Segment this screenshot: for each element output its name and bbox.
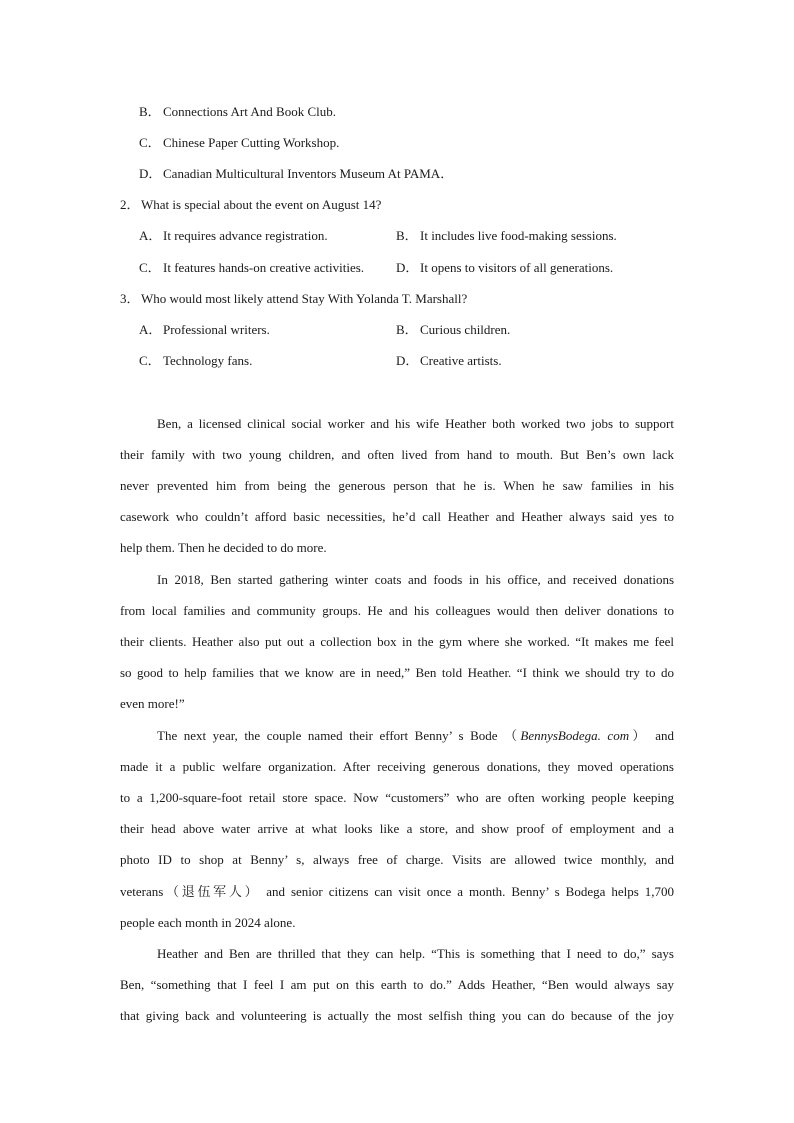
q3-option-a [139, 322, 270, 338]
option-text: Technology fans. [163, 353, 253, 368]
q1-option-b [139, 104, 336, 120]
passage-p2-line: even more!” [120, 696, 185, 711]
option-letter: A． [139, 322, 162, 337]
passage-p1-line: never prevented him from being the generous person that he is. When he saw families in his [120, 478, 674, 493]
q1-option-d [139, 166, 453, 182]
passage-p1-line: Ben, a licensed clinical social worker and his wife Heather both worked two jobs to support [157, 416, 674, 431]
option-letter: C． [139, 260, 161, 275]
q2-option-d [396, 260, 613, 276]
p3-text-after: ） and [629, 728, 674, 743]
question-number: 3． [120, 291, 140, 306]
passage-p4-line: Ben, “something that I feel I am put on this earth to do.” Adds Heather, “Ben would always say [120, 977, 674, 992]
option-text: Connections Art And Book Club. [163, 104, 336, 119]
passage-p4-line: that giving back and volunteering is actually the most selfish thing you can do because of the joy [120, 1008, 674, 1023]
question-text: Who would most likely attend Stay With Yolanda T. Marshall? [141, 291, 468, 306]
option-letter: C． [139, 353, 161, 368]
q3-option-b [396, 322, 510, 338]
option-letter: B． [139, 104, 161, 119]
passage-p3-line: their head above water arrive at what looks like a store, and show proof of employment and a [120, 821, 674, 836]
question-2-stem [120, 197, 381, 213]
option-text: It features hands-on creative activities. [163, 260, 365, 275]
option-letter: A． [139, 228, 162, 243]
option-text: Canadian Multicultural Inventors Museum At PAMA． [163, 166, 454, 181]
q1-option-c [139, 135, 339, 151]
option-text: Creative artists. [420, 353, 502, 368]
passage-p1-line: their family with two young children, and often lived from hand to mouth. But Ben’s own lack [120, 447, 674, 462]
passage-p3-line: made it a public welfare organization. After receiving generous donations, they moved operations [120, 759, 674, 774]
passage-p2-line: their clients. Heather also put out a collection box in the gym where she worked. “It makes me feel [120, 634, 674, 649]
q2-option-a [139, 228, 328, 244]
passage-p3-line [157, 728, 674, 744]
option-letter: B． [396, 228, 418, 243]
q3-option-d [396, 353, 502, 369]
question-text: What is special about the event on August 14? [141, 197, 382, 212]
passage-p4-line: Heather and Ben are thrilled that they can help. “This is something that I need to do,” says [157, 946, 674, 961]
website-name: BennysBodega. com [520, 728, 630, 743]
option-text: Curious children. [420, 322, 511, 337]
q2-option-b [396, 228, 617, 244]
passage-p3-line: people each month in 2024 alone. [120, 915, 296, 930]
passage-p2-line: In 2018, Ben started gathering winter coats and foods in his office, and received donations [157, 572, 674, 587]
passage-p2-line: so good to help families that we know are in need,” Ben told Heather. “I think we should try to do [120, 665, 674, 680]
option-text: Chinese Paper Cutting Workshop. [163, 135, 340, 150]
question-number: 2． [120, 197, 140, 212]
q3-option-c [139, 353, 252, 369]
option-letter: D． [396, 260, 419, 275]
passage-p1-line: help them. Then he decided to do more. [120, 540, 327, 555]
passage-p3-line: to a 1,200-square-foot retail store space. Now “customers” who are often working people keeping [120, 790, 674, 805]
option-letter: D． [139, 166, 162, 181]
question-3-stem [120, 291, 467, 307]
p3-text-before: The next year, the couple named their effort Benny’ s Bode （ [157, 728, 521, 743]
passage-p2-line: from local families and community groups. He and his colleagues would then deliver donations to [120, 603, 674, 618]
passage-p1-line: casework who couldn’t afford basic necessities, he’d call Heather and Heather always said yes to [120, 509, 674, 524]
option-text: It includes live food-making sessions. [420, 228, 617, 243]
option-text: It opens to visitors of all generations. [420, 260, 614, 275]
passage-p3-line: photo ID to shop at Benny’ s, always free of charge. Visits are allowed twice monthly, and [120, 852, 674, 867]
option-text: It requires advance registration. [163, 228, 328, 243]
option-text: Professional writers. [163, 322, 270, 337]
option-letter: D． [396, 353, 419, 368]
option-letter: B． [396, 322, 418, 337]
passage-p3-line: veterans（退伍军人） and senior citizens can visit once a month. Benny’ s Bodega helps 1,700 [120, 884, 674, 899]
q2-option-c [139, 260, 364, 276]
option-letter: C． [139, 135, 161, 150]
